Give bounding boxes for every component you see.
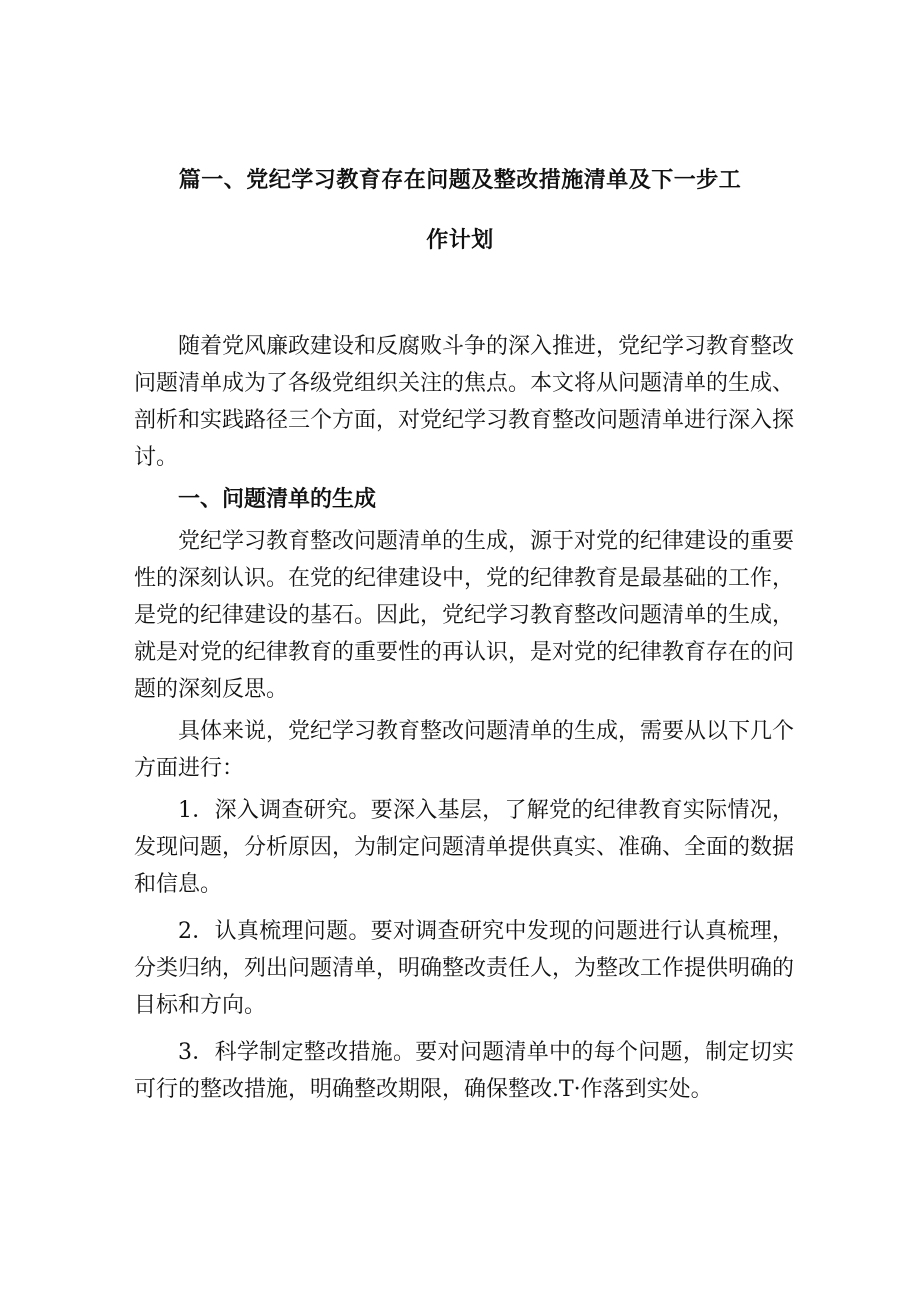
intro-paragraph: 随着党风廉政建设和反腐败斗争的深入推进，党纪学习教育整改问题清单成为了各级党组织关注的焦点。本文将从问题清单的生成、剖析和实践路径三个方面，对党纪学习教育整改问题清单进行深入探讨。 [134,334,795,470]
body-paragraph: 具体来说，党纪学习教育整改问题清单的生成，需要从以下几个方面进行： [134,719,795,781]
section-heading: 一、问题清单的生成 [178,487,377,512]
numbered-item-3: 3．科学制定整改措施。要对问题清单中的每个问题，制定切实可行的整改措施，明确整改期限，确保整改.T·作落到实处。 [134,1040,794,1102]
document-title-line-1: 篇一、党纪学习教育存在问题及整改措施清单及下一步工 [178,168,742,193]
document-title-line-2: 作计划 [426,228,494,253]
numbered-item-1: 1．深入调查研究。要深入基层，了解党的纪律教育实际情况，发现问题，分析原因，为制定问题清单提供真实、准确、全面的数据和信息。 [134,798,795,897]
body-paragraph: 党纪学习教育整改问题清单的生成，源于对党的纪律建设的重要性的深刻认识。在党的纪律建设中，党的纪律教育是最基础的工作，是党的纪律建设的基石。因此，党纪学习教育整改问题清单的生成，就是对党的纪律教育的重要性的再认识，是对党的纪律教育存在的问题的深刻反思。 [134,529,795,702]
numbered-item-2: 2．认真梳理问题。要对调查研究中发现的问题进行认真梳理，分类归纳，列出问题清单，明确整改责任人，为整改工作提供明确的目标和方向。 [134,919,795,1018]
document-body [134,328,794,1118]
